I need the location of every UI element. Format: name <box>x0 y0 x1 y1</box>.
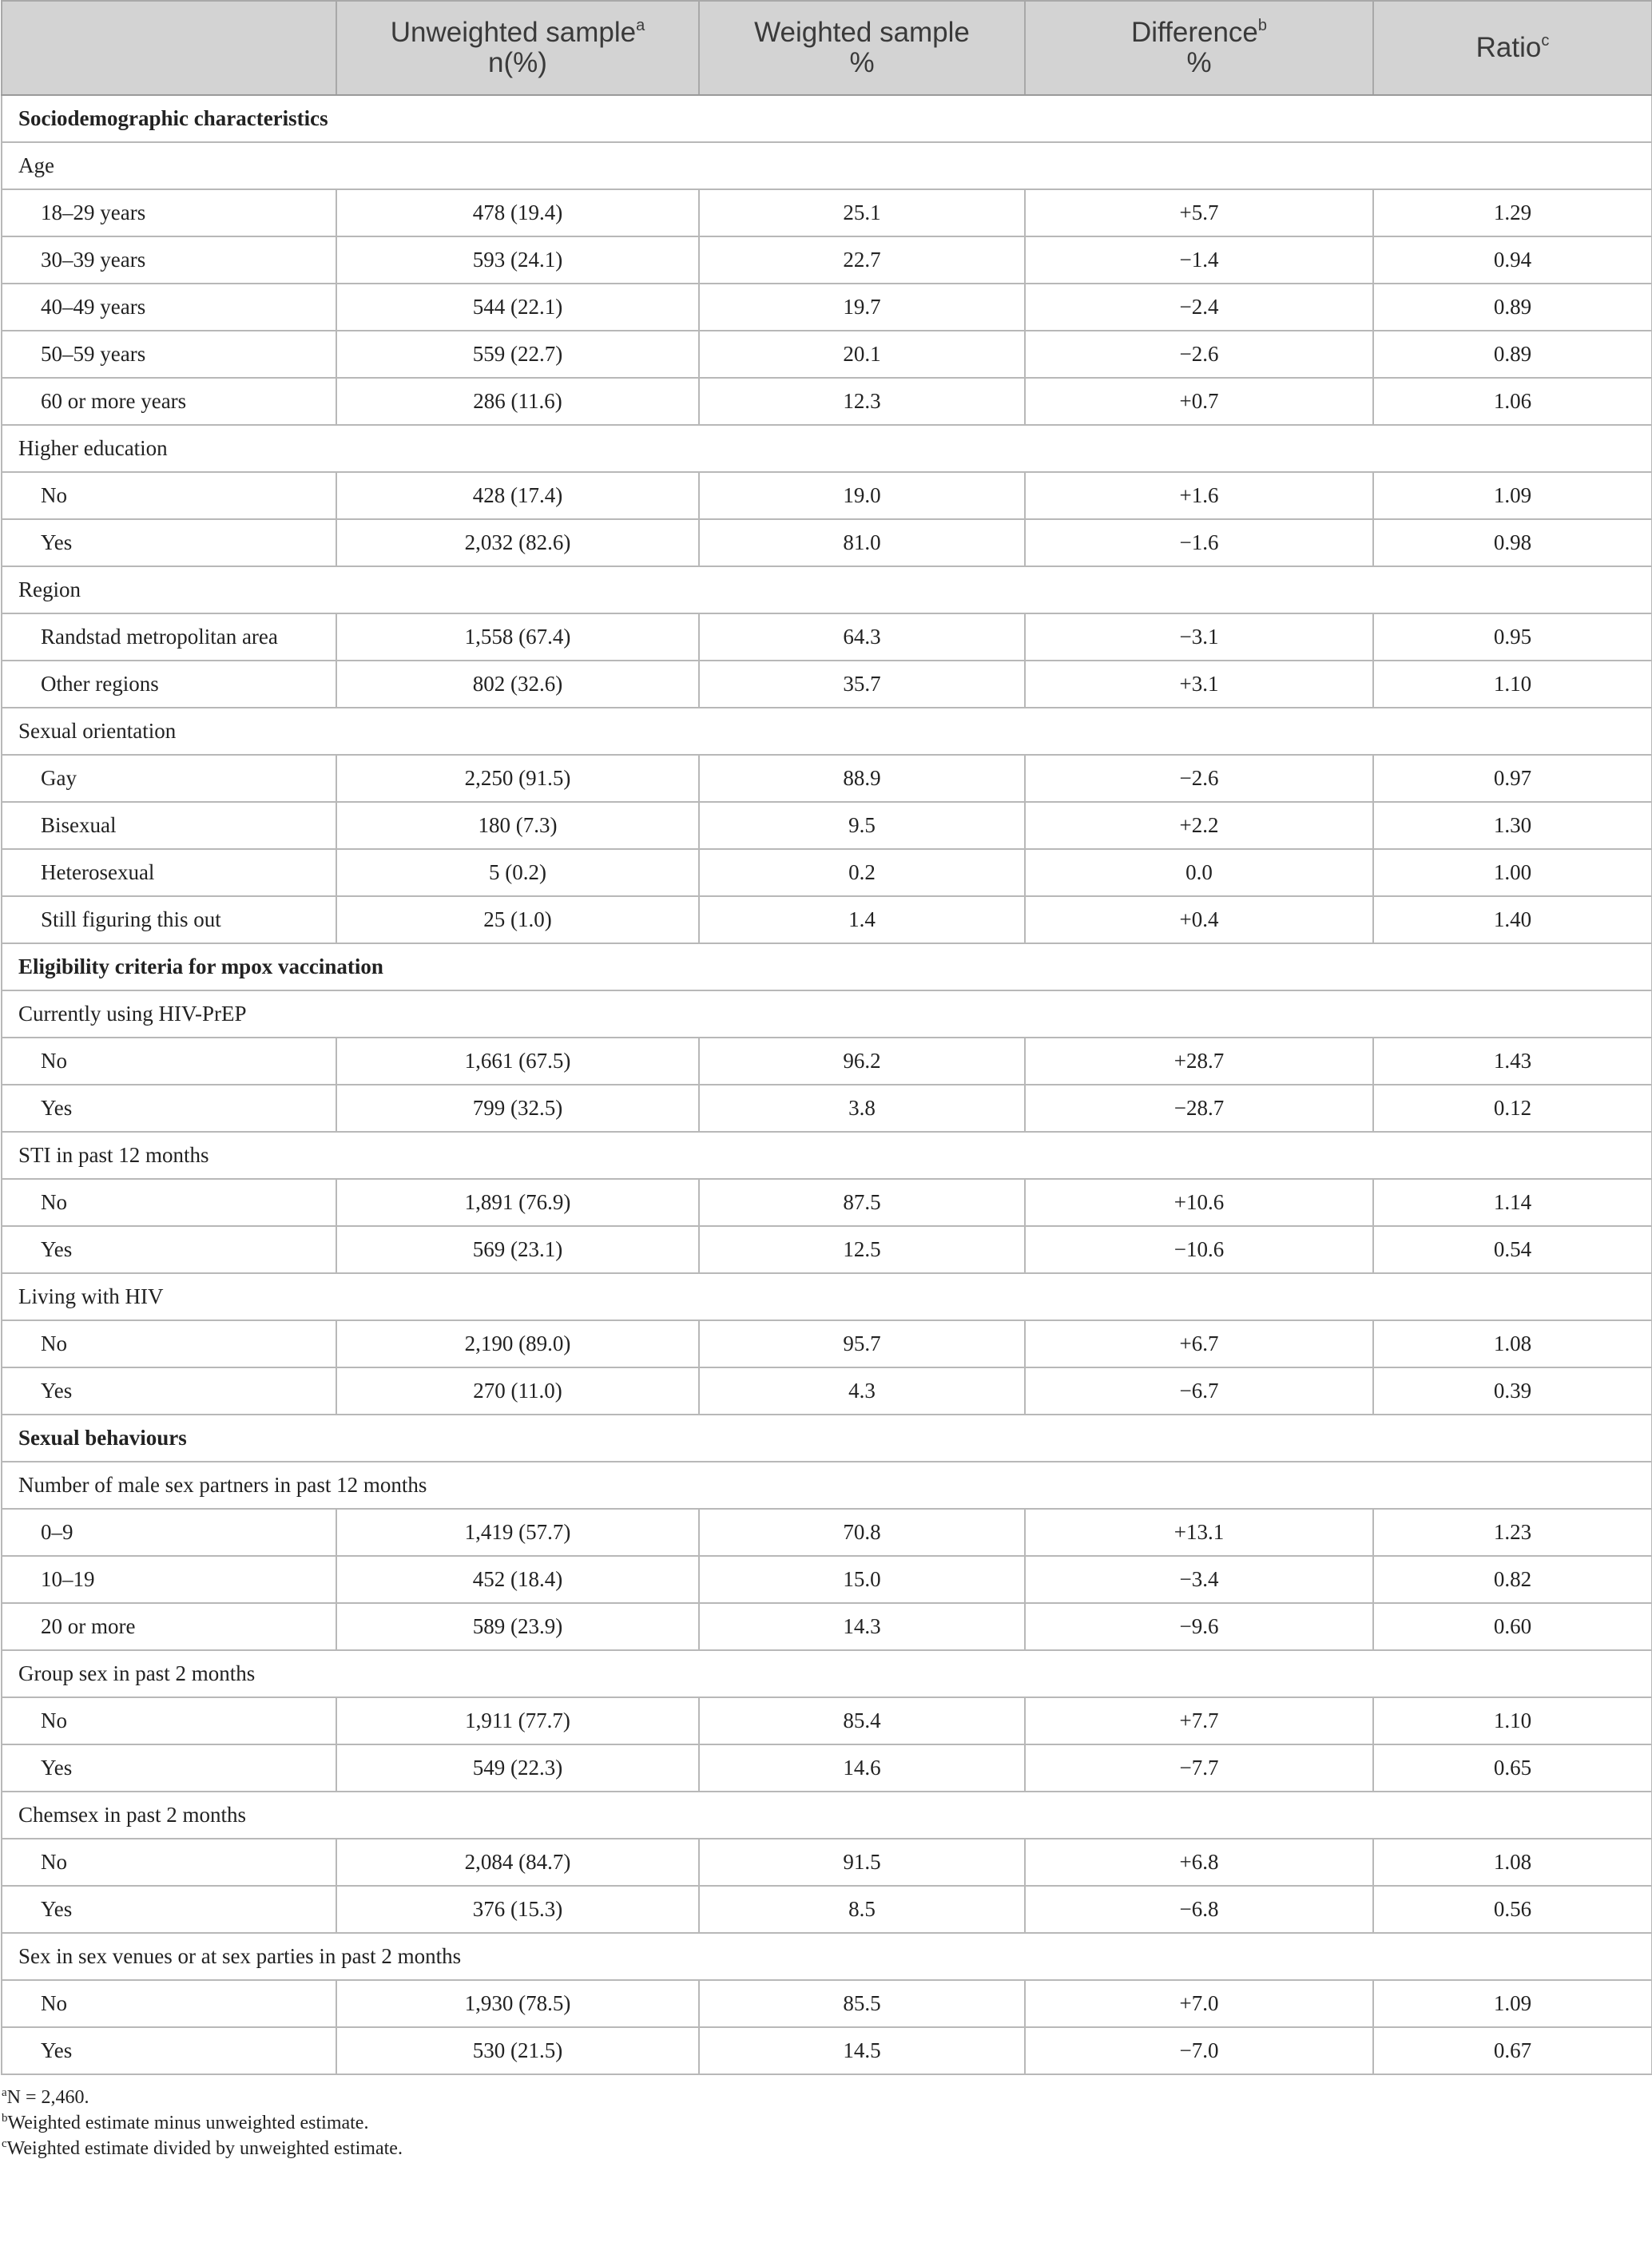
category-label: Sexual orientation <box>2 708 1652 755</box>
ratio-cell: 1.06 <box>1373 378 1652 425</box>
row-label: 40–49 years <box>2 284 336 331</box>
footnote-text: Weighted estimate divided by unweighted estimate. <box>6 2138 403 2159</box>
unweighted-cell: 180 (7.3) <box>336 802 699 849</box>
difference-cell: +10.6 <box>1025 1179 1373 1226</box>
table-row <box>2 1980 1652 2027</box>
weighted-cell: 3.8 <box>699 1085 1025 1132</box>
table-row <box>2 472 1652 519</box>
ratio-cell: 0.95 <box>1373 613 1652 661</box>
weighted-cell: 91.5 <box>699 1839 1025 1886</box>
table-row <box>2 1320 1652 1367</box>
category-header-row <box>2 990 1652 1038</box>
category-label: Higher education <box>2 425 1652 472</box>
weighted-cell: 95.7 <box>699 1320 1025 1367</box>
section-title: Sociodemographic characteristics <box>2 95 1652 142</box>
category-header-row <box>2 566 1652 613</box>
footnote-text: N = 2,460. <box>6 2087 89 2108</box>
ratio-cell: 0.65 <box>1373 1744 1652 1792</box>
weighted-cell: 64.3 <box>699 613 1025 661</box>
difference-cell: −1.6 <box>1025 519 1373 566</box>
weighted-cell: 85.4 <box>699 1697 1025 1744</box>
unweighted-cell: 452 (18.4) <box>336 1556 699 1603</box>
footnote <box>2 2110 1652 2136</box>
unweighted-cell: 376 (15.3) <box>336 1886 699 1933</box>
weighted-cell: 85.5 <box>699 1980 1025 2027</box>
weighted-cell: 1.4 <box>699 896 1025 943</box>
ratio-cell: 0.82 <box>1373 1556 1652 1603</box>
weighted-cell: 87.5 <box>699 1179 1025 1226</box>
header-difference-unit: % <box>1186 47 1212 78</box>
difference-cell: +6.8 <box>1025 1839 1373 1886</box>
weighted-cell: 14.6 <box>699 1744 1025 1792</box>
unweighted-cell: 2,084 (84.7) <box>336 1839 699 1886</box>
row-label: Yes <box>2 1367 336 1415</box>
section-header-row <box>2 943 1652 990</box>
table-row <box>2 378 1652 425</box>
row-label: No <box>2 1320 336 1367</box>
difference-cell: +13.1 <box>1025 1509 1373 1556</box>
ratio-cell: 0.89 <box>1373 284 1652 331</box>
unweighted-cell: 428 (17.4) <box>336 472 699 519</box>
section-title: Sexual behaviours <box>2 1415 1652 1462</box>
unweighted-cell: 530 (21.5) <box>336 2027 699 2074</box>
row-label: No <box>2 1179 336 1226</box>
row-label: Yes <box>2 519 336 566</box>
difference-cell: +7.7 <box>1025 1697 1373 1744</box>
weighting-comparison-table <box>1 0 1652 2075</box>
weighted-cell: 0.2 <box>699 849 1025 896</box>
difference-cell: −10.6 <box>1025 1226 1373 1273</box>
ratio-cell: 1.09 <box>1373 472 1652 519</box>
difference-cell: +0.7 <box>1025 378 1373 425</box>
weighted-cell: 8.5 <box>699 1886 1025 1933</box>
row-label: No <box>2 1839 336 1886</box>
unweighted-cell: 25 (1.0) <box>336 896 699 943</box>
ratio-cell: 0.54 <box>1373 1226 1652 1273</box>
unweighted-cell: 1,661 (67.5) <box>336 1038 699 1085</box>
category-header-row <box>2 1792 1652 1839</box>
weighted-cell: 4.3 <box>699 1367 1025 1415</box>
header-weighted-unit: % <box>849 47 875 78</box>
footnote <box>2 2085 1652 2110</box>
unweighted-cell: 549 (22.3) <box>336 1744 699 1792</box>
header-weighted-sample <box>699 1 1025 95</box>
row-label: Bisexual <box>2 802 336 849</box>
row-label: 60 or more years <box>2 378 336 425</box>
ratio-cell: 1.00 <box>1373 849 1652 896</box>
ratio-cell: 0.94 <box>1373 236 1652 284</box>
unweighted-cell: 1,891 (76.9) <box>336 1179 699 1226</box>
footnote-marker: b <box>2 2112 8 2125</box>
weighted-cell: 12.5 <box>699 1226 1025 1273</box>
difference-cell: +3.1 <box>1025 661 1373 708</box>
weighted-cell: 96.2 <box>699 1038 1025 1085</box>
header-difference-sup: b <box>1257 17 1267 34</box>
category-header-row <box>2 1650 1652 1697</box>
weighted-cell: 35.7 <box>699 661 1025 708</box>
row-label: 10–19 <box>2 1556 336 1603</box>
row-label: Other regions <box>2 661 336 708</box>
ratio-cell: 0.98 <box>1373 519 1652 566</box>
table-row <box>2 1556 1652 1603</box>
unweighted-cell: 1,911 (77.7) <box>336 1697 699 1744</box>
table-row <box>2 1603 1652 1650</box>
section-header-row <box>2 95 1652 142</box>
category-label: Group sex in past 2 months <box>2 1650 1652 1697</box>
row-label: Randstad metropolitan area <box>2 613 336 661</box>
category-label: Chemsex in past 2 months <box>2 1792 1652 1839</box>
difference-cell: +2.2 <box>1025 802 1373 849</box>
difference-cell: +28.7 <box>1025 1038 1373 1085</box>
header-unweighted-sup: a <box>636 17 645 34</box>
difference-cell: +1.6 <box>1025 472 1373 519</box>
unweighted-cell: 1,419 (57.7) <box>336 1509 699 1556</box>
category-label: Sex in sex venues or at sex parties in past 2 months <box>2 1933 1652 1980</box>
weighted-cell: 12.3 <box>699 378 1025 425</box>
difference-cell: −6.7 <box>1025 1367 1373 1415</box>
row-label: Yes <box>2 2027 336 2074</box>
ratio-cell: 0.89 <box>1373 331 1652 378</box>
weighted-cell: 9.5 <box>699 802 1025 849</box>
unweighted-cell: 1,558 (67.4) <box>336 613 699 661</box>
table-footnotes <box>0 2085 1652 2161</box>
weighted-cell: 88.9 <box>699 755 1025 802</box>
header-empty <box>2 1 336 95</box>
difference-cell: +5.7 <box>1025 189 1373 236</box>
ratio-cell: 0.97 <box>1373 755 1652 802</box>
table-row <box>2 1886 1652 1933</box>
table-row <box>2 519 1652 566</box>
table-row <box>2 1839 1652 1886</box>
unweighted-cell: 802 (32.6) <box>336 661 699 708</box>
row-label: 0–9 <box>2 1509 336 1556</box>
difference-cell: −9.6 <box>1025 1603 1373 1650</box>
weighted-cell: 19.7 <box>699 284 1025 331</box>
ratio-cell: 1.29 <box>1373 189 1652 236</box>
weighted-cell: 15.0 <box>699 1556 1025 1603</box>
difference-cell: +7.0 <box>1025 1980 1373 2027</box>
header-unweighted-sample <box>336 1 699 95</box>
section-header-row <box>2 1415 1652 1462</box>
section-title: Eligibility criteria for mpox vaccination <box>2 943 1652 990</box>
table-row <box>2 661 1652 708</box>
ratio-cell: 0.67 <box>1373 2027 1652 2074</box>
ratio-cell: 1.08 <box>1373 1839 1652 1886</box>
unweighted-cell: 286 (11.6) <box>336 378 699 425</box>
row-label: No <box>2 1697 336 1744</box>
unweighted-cell: 799 (32.5) <box>336 1085 699 1132</box>
difference-cell: −2.6 <box>1025 755 1373 802</box>
unweighted-cell: 5 (0.2) <box>336 849 699 896</box>
row-label: Gay <box>2 755 336 802</box>
row-label: 20 or more <box>2 1603 336 1650</box>
row-label: Yes <box>2 1085 336 1132</box>
category-header-row <box>2 1132 1652 1179</box>
header-ratio-label: Ratio <box>1475 32 1542 63</box>
ratio-cell: 1.23 <box>1373 1509 1652 1556</box>
unweighted-cell: 270 (11.0) <box>336 1367 699 1415</box>
category-header-row <box>2 425 1652 472</box>
table-row <box>2 236 1652 284</box>
table-row <box>2 284 1652 331</box>
unweighted-cell: 544 (22.1) <box>336 284 699 331</box>
weighted-cell: 19.0 <box>699 472 1025 519</box>
row-label: 30–39 years <box>2 236 336 284</box>
table-body <box>2 95 1652 2074</box>
header-unweighted-unit: n(%) <box>488 47 547 78</box>
row-label: Yes <box>2 1886 336 1933</box>
table-row <box>2 1509 1652 1556</box>
row-label: Yes <box>2 1226 336 1273</box>
category-header-row <box>2 1273 1652 1320</box>
category-header-row <box>2 1462 1652 1509</box>
weighted-cell: 20.1 <box>699 331 1025 378</box>
ratio-cell: 1.40 <box>1373 896 1652 943</box>
weighted-cell: 81.0 <box>699 519 1025 566</box>
row-label: No <box>2 472 336 519</box>
table-row <box>2 331 1652 378</box>
difference-cell: −2.4 <box>1025 284 1373 331</box>
unweighted-cell: 1,930 (78.5) <box>336 1980 699 2027</box>
header-weighted-label: Weighted sample <box>754 17 970 48</box>
unweighted-cell: 559 (22.7) <box>336 331 699 378</box>
table-row <box>2 1697 1652 1744</box>
ratio-cell: 1.10 <box>1373 661 1652 708</box>
ratio-cell: 0.39 <box>1373 1367 1652 1415</box>
difference-cell: −6.8 <box>1025 1886 1373 1933</box>
difference-cell: −3.4 <box>1025 1556 1373 1603</box>
header-ratio <box>1373 1 1652 95</box>
table-header-row <box>2 1 1652 95</box>
table-row <box>2 1367 1652 1415</box>
table-row <box>2 1179 1652 1226</box>
row-label: 50–59 years <box>2 331 336 378</box>
category-label: Currently using HIV-PrEP <box>2 990 1652 1038</box>
ratio-cell: 1.10 <box>1373 1697 1652 1744</box>
category-label: Living with HIV <box>2 1273 1652 1320</box>
weighted-cell: 70.8 <box>699 1509 1025 1556</box>
row-label: No <box>2 1980 336 2027</box>
ratio-cell: 0.12 <box>1373 1085 1652 1132</box>
unweighted-cell: 2,250 (91.5) <box>336 755 699 802</box>
header-difference <box>1025 1 1373 95</box>
unweighted-cell: 2,190 (89.0) <box>336 1320 699 1367</box>
ratio-cell: 1.43 <box>1373 1038 1652 1085</box>
table-row <box>2 2027 1652 2074</box>
difference-cell: −28.7 <box>1025 1085 1373 1132</box>
row-label: Heterosexual <box>2 849 336 896</box>
difference-cell: −2.6 <box>1025 331 1373 378</box>
table-row <box>2 1085 1652 1132</box>
ratio-cell: 1.14 <box>1373 1179 1652 1226</box>
table-row <box>2 849 1652 896</box>
ratio-cell: 1.30 <box>1373 802 1652 849</box>
category-label: STI in past 12 months <box>2 1132 1652 1179</box>
weighted-cell: 22.7 <box>699 236 1025 284</box>
ratio-cell: 0.60 <box>1373 1603 1652 1650</box>
row-label: Still figuring this out <box>2 896 336 943</box>
unweighted-cell: 589 (23.9) <box>336 1603 699 1650</box>
footnote-text: Weighted estimate minus unweighted estimate. <box>7 2113 369 2133</box>
weighted-cell: 14.3 <box>699 1603 1025 1650</box>
unweighted-cell: 2,032 (82.6) <box>336 519 699 566</box>
row-label: No <box>2 1038 336 1085</box>
header-ratio-sup: c <box>1541 32 1550 50</box>
category-header-row <box>2 1933 1652 1980</box>
category-label: Region <box>2 566 1652 613</box>
difference-cell: −3.1 <box>1025 613 1373 661</box>
difference-cell: −7.0 <box>1025 2027 1373 2074</box>
ratio-cell: 1.09 <box>1373 1980 1652 2027</box>
table-row <box>2 1744 1652 1792</box>
footnote-marker: a <box>2 2086 7 2099</box>
table-row <box>2 189 1652 236</box>
difference-cell: 0.0 <box>1025 849 1373 896</box>
table-row <box>2 755 1652 802</box>
table-row <box>2 1038 1652 1085</box>
difference-cell: +0.4 <box>1025 896 1373 943</box>
weighted-cell: 25.1 <box>699 189 1025 236</box>
category-label: Age <box>2 142 1652 189</box>
header-difference-label: Difference <box>1130 17 1258 48</box>
difference-cell: −7.7 <box>1025 1744 1373 1792</box>
footnote <box>2 2136 1652 2161</box>
footnote-marker: c <box>2 2137 7 2150</box>
unweighted-cell: 478 (19.4) <box>336 189 699 236</box>
header-unweighted-label: Unweighted sample <box>390 17 637 48</box>
difference-cell: −1.4 <box>1025 236 1373 284</box>
unweighted-cell: 593 (24.1) <box>336 236 699 284</box>
table-row <box>2 613 1652 661</box>
table-row <box>2 1226 1652 1273</box>
ratio-cell: 1.08 <box>1373 1320 1652 1367</box>
table-row <box>2 896 1652 943</box>
unweighted-cell: 569 (23.1) <box>336 1226 699 1273</box>
difference-cell: +6.7 <box>1025 1320 1373 1367</box>
category-header-row <box>2 142 1652 189</box>
row-label: 18–29 years <box>2 189 336 236</box>
weighted-cell: 14.5 <box>699 2027 1025 2074</box>
category-header-row <box>2 708 1652 755</box>
category-label: Number of male sex partners in past 12 months <box>2 1462 1652 1509</box>
ratio-cell: 0.56 <box>1373 1886 1652 1933</box>
row-label: Yes <box>2 1744 336 1792</box>
table-row <box>2 802 1652 849</box>
